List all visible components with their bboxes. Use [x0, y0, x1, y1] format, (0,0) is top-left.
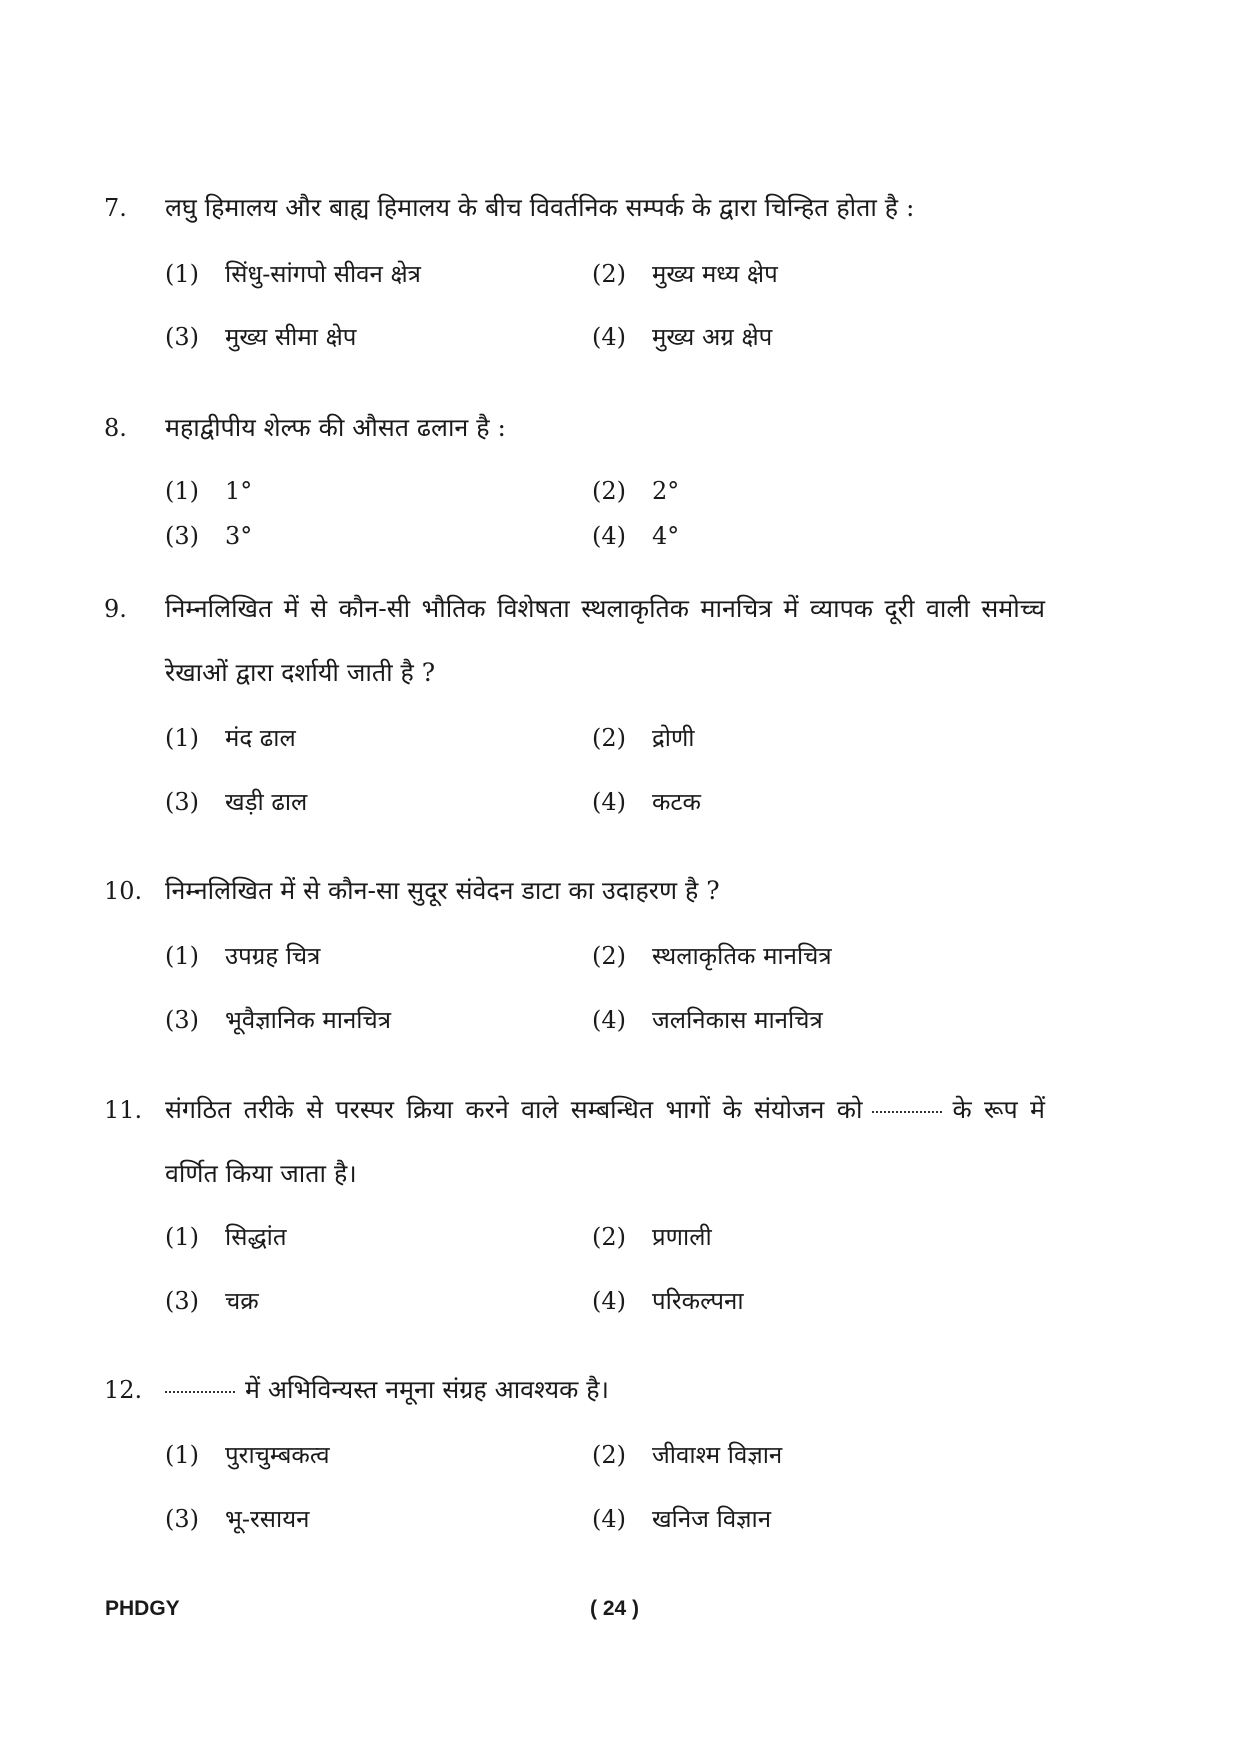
option-text: 2°	[652, 477, 680, 505]
option-text: मुख्य सीमा क्षेप	[225, 323, 357, 351]
option-3	[165, 1005, 391, 1035]
option-1	[165, 723, 296, 753]
option-text: जीवाश्म विज्ञान	[652, 1441, 783, 1469]
option-number: (3)	[165, 522, 199, 550]
option-3	[165, 1504, 309, 1534]
question-number: 12.	[104, 1376, 143, 1404]
option-text: खनिज विज्ञान	[652, 1505, 772, 1533]
question-text	[165, 1358, 1045, 1422]
option-text: सिंधु-सांगपो सीवन क्षेत्र	[225, 260, 421, 288]
option-text: प्रणाली	[652, 1223, 712, 1251]
page-number: ( 24 )	[590, 1597, 640, 1620]
question-text: लघु हिमालय और बाह्य हिमालय के बीच विवर्तनिक सम्पर्क के द्वारा चिन्हित होता है :	[165, 193, 915, 222]
option-text: मुख्य मध्य क्षेप	[652, 260, 778, 288]
option-4	[592, 1286, 744, 1316]
option-4	[592, 521, 679, 551]
option-text: सिद्धांत	[225, 1223, 287, 1251]
option-4	[592, 1005, 823, 1035]
option-number: (1)	[165, 1223, 199, 1251]
question-number: 8.	[104, 414, 127, 442]
option-3	[165, 521, 252, 551]
option-text: 1°	[225, 477, 253, 505]
option-2	[592, 941, 832, 971]
option-text: भू-रसायन	[225, 1505, 310, 1533]
option-text: चक्र	[225, 1287, 259, 1315]
option-number: (4)	[592, 1287, 626, 1315]
option-2	[592, 1222, 712, 1252]
option-number: (1)	[165, 724, 199, 752]
option-number: (2)	[592, 1223, 626, 1251]
option-2	[592, 1440, 782, 1470]
option-number: (1)	[165, 477, 199, 505]
option-number: (2)	[592, 477, 626, 505]
option-2	[592, 723, 695, 753]
question-text: निम्नलिखित में से कौन-सी भौतिक विशेषता स्थलाकृतिक मानचित्र में व्यापक दूरी वाली समोच्च रेखाओं द्वारा दर्शायी जाती है ?	[165, 594, 1045, 687]
question-number: 11.	[104, 1096, 143, 1124]
option-number: (3)	[165, 1006, 199, 1034]
option-text: मुख्य अग्र क्षेप	[652, 323, 773, 351]
question-text-after: के रूप में वर्णित किया जाता है।	[165, 1095, 1045, 1188]
option-2	[592, 259, 778, 289]
question-text: महाद्वीपीय शेल्फ की औसत ढलान है :	[165, 413, 506, 442]
option-number: (4)	[592, 1505, 626, 1533]
question-number: 9.	[104, 595, 127, 623]
option-number: (1)	[165, 260, 199, 288]
option-4	[592, 322, 772, 352]
option-number: (3)	[165, 788, 199, 816]
option-text: मंद ढाल	[225, 724, 296, 752]
option-number: (2)	[592, 724, 626, 752]
option-1	[165, 1222, 287, 1252]
option-1	[165, 1440, 330, 1470]
booklet-code: PHDGY	[105, 1597, 180, 1620]
option-number: (2)	[592, 942, 626, 970]
question-number: 10.	[104, 877, 143, 905]
option-number: (4)	[592, 788, 626, 816]
option-number: (2)	[592, 1441, 626, 1469]
option-text: द्रोणी	[652, 724, 695, 752]
option-text: जलनिकास मानचित्र	[652, 1006, 823, 1034]
fill-in-blank	[165, 1391, 235, 1393]
option-3	[165, 787, 307, 817]
option-text: उपग्रह चित्र	[225, 942, 321, 970]
option-text: स्थलाकृतिक मानचित्र	[652, 942, 832, 970]
option-1	[165, 476, 252, 506]
option-text: पुराचुम्बकत्व	[225, 1441, 330, 1469]
question-text	[165, 1078, 1045, 1206]
fill-in-blank	[872, 1111, 942, 1113]
option-number: (4)	[592, 1006, 626, 1034]
option-1	[165, 259, 421, 289]
option-text: कटक	[652, 788, 701, 816]
option-number: (3)	[165, 1505, 199, 1533]
option-number: (2)	[592, 260, 626, 288]
option-4	[592, 1504, 771, 1534]
question-text-before: संगठित तरीके से परस्पर क्रिया करने वाले सम्बन्धित भागों के संयोजन को	[165, 1095, 863, 1124]
question-text-after: में अभिविन्यस्त नमूना संग्रह आवश्यक है।	[245, 1375, 610, 1404]
question-number: 7.	[104, 194, 127, 222]
option-number: (1)	[165, 942, 199, 970]
option-3	[165, 1286, 259, 1316]
option-1	[165, 941, 320, 971]
option-number: (3)	[165, 1287, 199, 1315]
option-text: भूवैज्ञानिक मानचित्र	[225, 1006, 392, 1034]
option-text: 3°	[225, 522, 253, 550]
option-3	[165, 322, 356, 352]
option-text: खड़ी ढाल	[225, 788, 308, 816]
option-number: (4)	[592, 323, 626, 351]
option-4	[592, 787, 701, 817]
option-text: 4°	[652, 522, 680, 550]
option-number: (4)	[592, 522, 626, 550]
option-text: परिकल्पना	[652, 1287, 744, 1315]
option-number: (3)	[165, 323, 199, 351]
option-number: (1)	[165, 1441, 199, 1469]
question-text: निम्नलिखित में से कौन-सा सुदूर संवेदन डाटा का उदाहरण है ?	[165, 876, 720, 905]
option-2	[592, 476, 679, 506]
